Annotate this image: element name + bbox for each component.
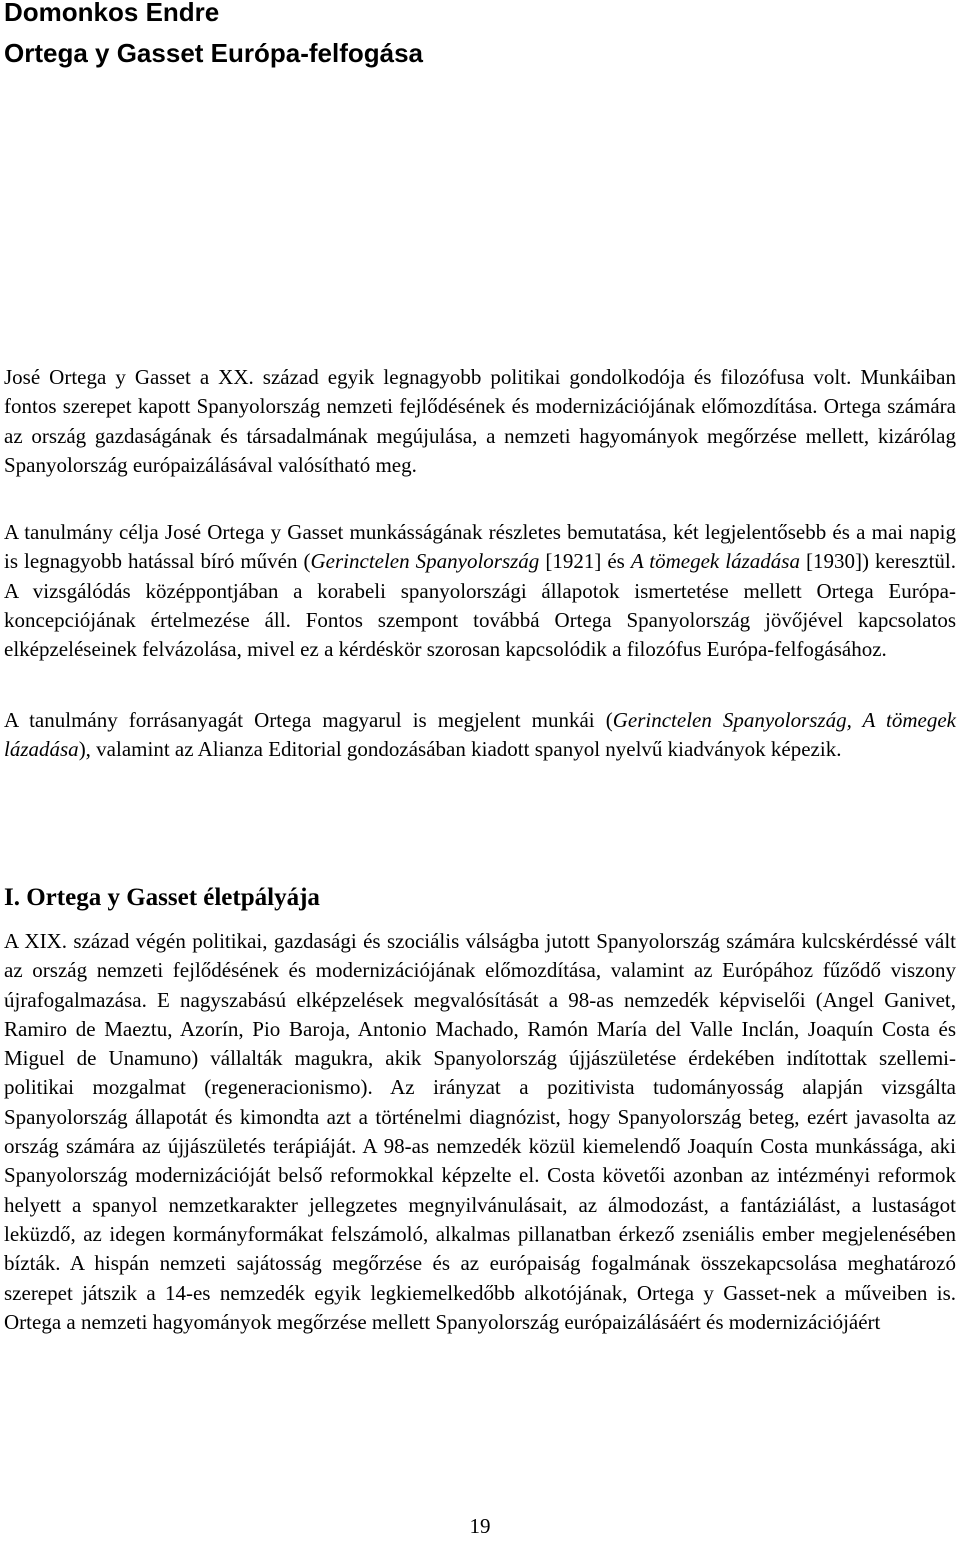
intro-paragraph: José Ortega y Gasset a XX. század egyik legnagyobb politikai gondolkodója és filozófusa volt. Munkáiban fontos szerepet kapott Spanyolország nemzeti fejlődésének és modernizációjának előmozdítása. Ortega számára az ország gazdaságának és társadalmának megújulása, a nemzeti hagyományok megőrzése mellett, kizárólag Spanyolország európaizálásával valósítható meg.: [4, 365, 956, 477]
sources-text-2: ), valamint az Alianza Editorial gondozásában kiadott spanyol nyelvű kiadványok képezik.: [78, 737, 842, 762]
book-title-gerinctelen: Gerinctelen Spanyolország: [310, 549, 540, 574]
book-title-tomegek: A tömegek lázadása: [630, 549, 800, 574]
page-number: 19: [469, 1514, 491, 1538]
author-name: Domonkos Endre: [4, 0, 220, 27]
sources-paragraph: [4, 706, 956, 765]
sources-book-titles: Gerinctelen Spanyolország, A tömegek lázadása: [4, 708, 957, 762]
aim-text-2: [1921] és: [539, 549, 631, 574]
sources-text-1: A tanulmány forrásanyagát Ortega magyarul is megjelent munkái (: [4, 708, 613, 732]
aim-text-1: A tanulmány célja José Ortega y Gasset munkásságának részletes bemutatása, két legjelentősebb és a mai napig is legnagyobb hatással bíró művén (: [4, 520, 956, 574]
document-title: Ortega y Gasset Európa-felfogása: [4, 38, 424, 68]
aim-paragraph: [4, 518, 956, 664]
aim-text-3: [1930]) keresztül. A vizsgálódás középpontjában a korabeli spanyolországi állapotok ismertetése mellett Ortega Európa-koncepciójának értelmezése áll. Fontos szempont továbbá Ortega Spanyolország jövőjével kapcsolatos elképzeléseinek felvázolása, mivel ez a kérdéskör szorosan kapcsolódik a filozófus Európa-felfogásához.: [4, 549, 957, 662]
section-heading: I. Ortega y Gasset életpályája: [4, 884, 320, 911]
section-body-paragraph: A XIX. század végén politikai, gazdasági és szociális válságba jutott Spanyolország számára kulcskérdéssé vált az ország nemzeti fejlődésének és modernizációjának előmozdítása, valamint az Európához fűződő viszony újrafogalmazása. E nagyszabású elképzelések megvalósítását a 98-as nemzedék képviselői (Angel Ganivet, Ramiro de Maeztu, Azorín, Pio Baroja, Antonio Machado, Ramón María del Valle Inclán, Joaquín Costa és Miguel de Unamuno) vállalták magukra, akik Spanyolország újjászületése érdekében indítottak szellemi-politikai mozgalmat (regeneracionismo). Az irányzat a pozitivista tudományosság alapján vizsgálta Spanyolország állapotát és kimondta azt a történelmi diagnózist, hogy Spanyolország beteg, ezért javasolta az ország számára az újjászületés terápiáját. A 98-as nemzedék közül kiemelendő Joaquín Costa munkássága, aki Spanyolország modernizációját belső reformokkal képzelte el. Costa követői azonban az intézményi reformok helyett a spanyol nemzetkarakter jellegzetes megnyilvánulásait, az álmodozást, a fantáziálást, a lustaságot leküzdő, az idegen kormányformákat felszámoló, alkalmas pillanatban érkező zseniális ember megjelenésében bízták. A hispán nemzeti sajátosság megőrzése és az európaiság fogalmának összekapcsolása meghatározó szerepet játszik a 14-es nemzedék egyik legkiemelkedőbb alkotójának, Ortega y Gasset-nek a műveiben is. Ortega a nemzeti hagyományok megőrzése mellett Spanyolország európaizálásáért és modernizációjáért: [4, 929, 956, 1334]
